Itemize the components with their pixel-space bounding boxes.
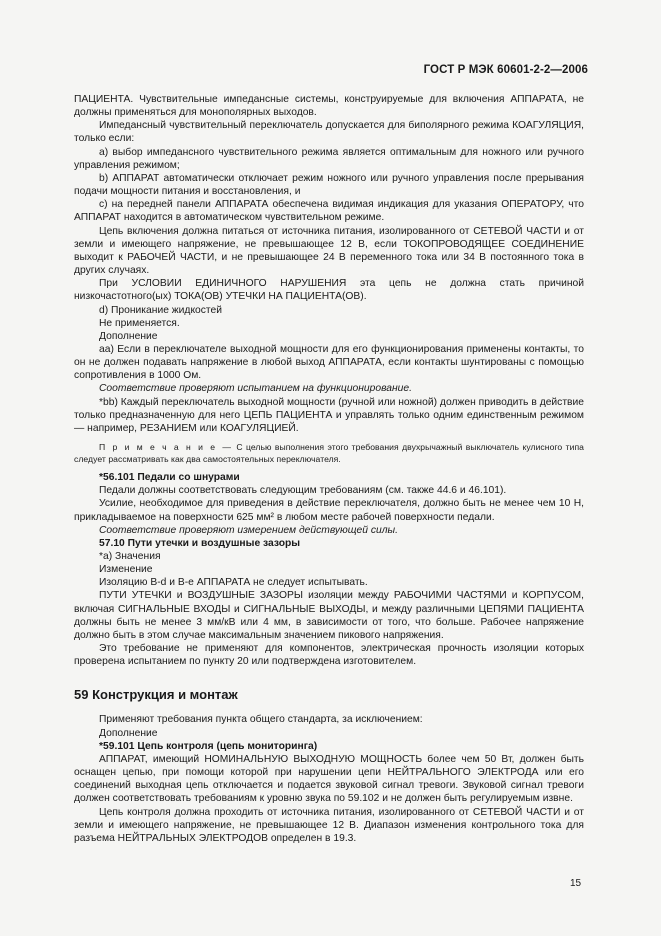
paragraph: Дополнение xyxy=(99,330,158,342)
paragraph: Импедансный чувствительный переключатель допускается для биполярного режима КОАГУЛЯЦИЯ, только если: xyxy=(74,120,584,145)
paragraph: Цепь контроля должна проходить от источника питания, изолированного от СЕТЕВОЙ ЧАСТИ и от земли и имеющего напряжение, не превышающее 12 В. Диапазон изменения контрольного тока для разъема НЕЙТРАЛЬНЫХ ЭЛЕКТРОДОВ определен в 19.3. xyxy=(74,806,584,844)
paragraph: ПУТИ УТЕЧКИ и ВОЗДУШНЫЕ ЗАЗОРЫ изоляции между РАБОЧИМИ ЧАСТЯМИ и КОРПУСОМ, включая СИГНАЛЬНЫЕ ВХОДЫ и СИГНАЛЬНЫЕ ВЫХОДЫ, и между различными ЦЕПЯМИ ПАЦИЕНТА должны быть не менее 3 мм/кВ или 4 мм, в зависимости от того, что больше. Рабочее напряжение должно быть в этом случае максимальным значением пикового напряжения. xyxy=(74,590,584,641)
clause-heading-56-101: *56.101 Педали со шнурами xyxy=(99,472,240,484)
list-item-d: d) Проникание жидкостей xyxy=(99,304,223,316)
list-item-c: с) на передней панели АППАРАТА обеспечена видимая индикация для указания ОПЕРАТОРУ, что АППАРАТ находится в автоматическом чувствительном режиме. xyxy=(74,199,584,224)
paragraph: Изменение xyxy=(99,564,153,576)
list-item-aa: аа) Если в переключателе выходной мощности для его функционирования применены контакты, то он не должен подавать напряжение в любой выход АППАРАТА, если контакты шунтированы с помощью сопротивления в 1000 Ом. xyxy=(74,343,584,382)
note-text: С целью выполнения этого требования двухрычажный выключатель кулисного типа следует рассматривать как два самостоятельных переключателя. xyxy=(74,442,584,465)
list-item-b: b) АППАРАТ автоматически отключает режим ножного или ручного управления после прерывания подачи мощности питания и восстановления, и xyxy=(74,172,584,198)
page-number: 15 xyxy=(570,878,582,889)
page-body xyxy=(74,93,584,845)
standard-header: ГОСТ Р МЭК 60601-2-2—2006 xyxy=(423,64,588,76)
list-item-a: а) выбор импедансного чувствительного режима является оптимальным для ножного или ручного управления режимом; xyxy=(74,146,584,171)
clause-heading-57-10: 57.10 Пути утечки и воздушные зазоры xyxy=(99,537,301,549)
paragraph: ПАЦИЕНТА. Чувствительные импедансные системы, конструируемые для включения АППАРАТА, не должны применяться для монополярных выходов. xyxy=(74,94,584,119)
paragraph: Дополнение xyxy=(99,727,158,739)
paragraph: Цепь включения должна питаться от источника питания, изолированного от СЕТЕВОЙ ЧАСТИ и от земли и имеющего напряжение, не превышающее 12 В, если ТОКОПРОВОДЯЩЕЕ СОЕДИНЕНИЕ выходит к РАБОЧЕЙ ЧАСТИ, и не превышающее 24 В переменного тока или 34 В постоянного тока в других случаях. xyxy=(74,225,584,277)
clause-heading-59-101: *59.101 Цепь контроля (цепь мониторинга) xyxy=(99,740,318,752)
paragraph: Педали должны соответствовать следующим требованиям (см. также 44.6 и 46.101). xyxy=(99,485,507,497)
compliance-text: Соответствие проверяют измерением действующей силы. xyxy=(99,524,398,536)
list-item-bb: *bb) Каждый переключатель выходной мощности (ручной или ножной) должен приводить в действие только предназначенную для него ЦЕПЬ ПАЦИЕНТА и управлять только одним единственным режимом — например, РЕЗАНИЕМ или КОАГУЛЯЦИЕЙ. xyxy=(74,396,584,434)
paragraph: Усилие, необходимое для приведения в действие переключателя, должно быть не менее чем 10 Н, прикладываемое на поверхности 625 мм² в любом месте рабочей поверхности педали. xyxy=(74,498,584,523)
paragraph: Применяют требования пункта общего стандарта, за исключением: xyxy=(99,714,423,726)
paragraph: Не применяется. xyxy=(99,317,180,329)
note xyxy=(74,441,584,465)
paragraph: Это требование не применяют для компонентов, электрическая прочность изоляции которых проверена испытанием по пункту 20 или подтверждена изготовителем. xyxy=(74,643,584,668)
paragraph: АППАРАТ, имеющий НОМИНАЛЬНУЮ ВЫХОДНУЮ МОЩНОСТЬ более чем 50 Вт, должен быть оснащен цепью, при помощи которой при нарушении цепи НЕЙТРАЛЬНОГО ЭЛЕКТРОДА или его соединений выходная цепь отключается и подается звуковой сигнал тревоги. Звуковой сигнал тревоги должен соответствовать требованиям к уровню звука по 59.102 и не должен быть регулируемым извне. xyxy=(74,753,584,805)
paragraph: Изоляцию B-d и B-e АППАРАТА не следует испытывать. xyxy=(99,577,368,589)
note-label: П р и м е ч а н и е — xyxy=(99,442,233,453)
list-item-a-values: *а) Значения xyxy=(99,551,161,562)
paragraph: При УСЛОВИИ ЕДИНИЧНОГО НАРУШЕНИЯ эта цепь не должна стать причиной низкочастотного(ых) ТОКА(ОВ) УТЕЧКИ НА ПАЦИЕНТА(ОВ). xyxy=(74,278,584,303)
compliance-text: Соответствие проверяют испытанием на функционирование. xyxy=(99,383,412,395)
section-heading-59: 59 Конструкция и монтаж xyxy=(74,687,238,703)
